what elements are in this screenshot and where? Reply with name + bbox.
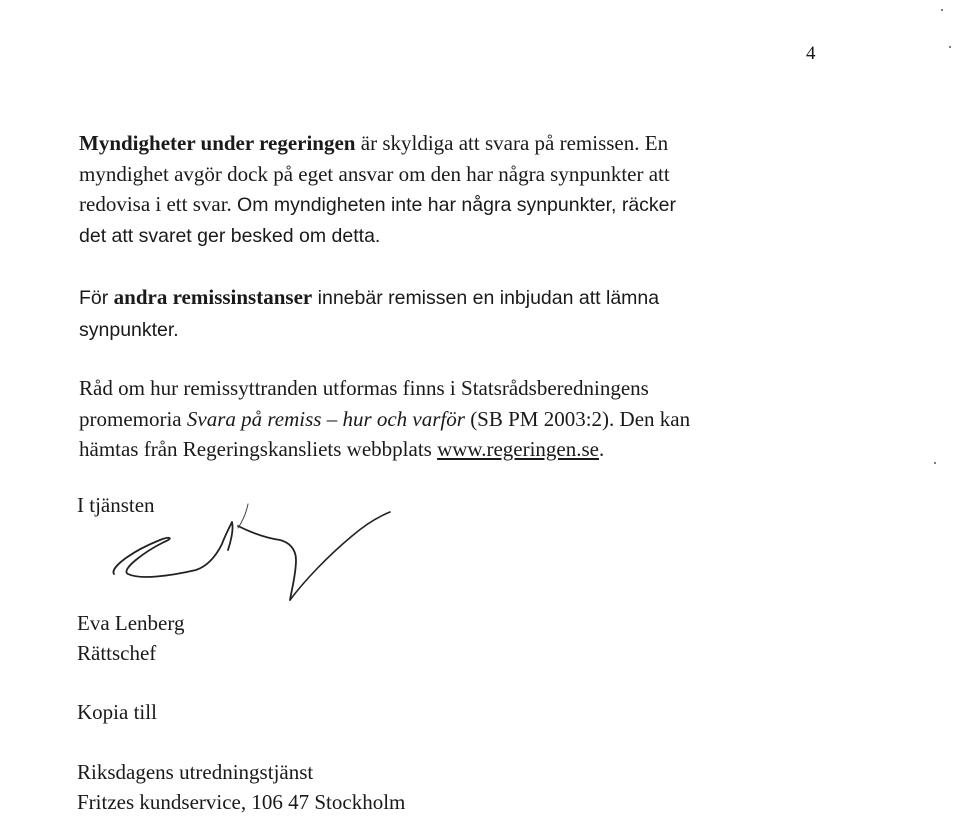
text-run: hämtas från Regeringskansliets webbplats xyxy=(79,437,438,461)
paragraph-obligation xyxy=(79,128,676,251)
paragraph-line xyxy=(79,434,690,465)
paragraph-guidance xyxy=(79,373,690,465)
recipient-list xyxy=(77,757,405,817)
copy-label: Kopia till xyxy=(77,700,157,724)
paragraph-line xyxy=(79,128,676,159)
text-run: . xyxy=(599,437,605,461)
signer-block xyxy=(77,608,184,668)
paragraph-line xyxy=(79,221,676,252)
text-run: Om myndigheten inte har några synpunkter, räcker xyxy=(237,194,677,216)
signer-name: Eva Lenberg xyxy=(77,611,185,635)
scan-speck xyxy=(949,46,951,48)
closing-text: I tjänsten xyxy=(77,493,155,517)
recipient-item: Riksdagens utredningstjänst xyxy=(77,760,314,784)
paragraph-line xyxy=(79,282,659,314)
text-run: är skyldiga att svara på remissen. En xyxy=(355,131,669,155)
text-run: promemoria xyxy=(79,406,187,431)
text-run: synpunkter. xyxy=(79,318,179,341)
text-run: För xyxy=(79,287,114,309)
text-run: (SB PM 2003:2). Den kan xyxy=(464,406,691,431)
paragraph-line: myndighet avgör dock på eget ansvar om den har några synpunkter att xyxy=(79,161,670,186)
paragraph-line xyxy=(79,189,676,221)
memo-title: Svara på remiss – hur och varför xyxy=(186,406,465,431)
paragraph-line xyxy=(79,404,690,435)
scan-speck xyxy=(941,9,943,11)
text-run: det att svaret ger besked om detta. xyxy=(79,224,381,247)
website-link[interactable]: www.regeringen.se xyxy=(437,437,599,461)
page-number: 4 xyxy=(806,43,816,64)
paragraph-line: Råd om hur remissyttranden utformas finns i Statsrådsberedningens xyxy=(79,376,649,400)
signer-title: Rättschef xyxy=(77,641,157,665)
bold-phrase-other-bodies: andra remissinstanser xyxy=(113,285,313,309)
text-run: innebär remissen en inbjudan att lämna xyxy=(312,287,660,309)
handwritten-signature xyxy=(100,500,420,610)
scan-speck xyxy=(934,462,936,464)
text-run: redovisa i ett svar. xyxy=(79,192,238,216)
bold-phrase-agencies: Myndigheter under regeringen xyxy=(79,131,356,155)
recipient-item: Fritzes kundservice, 106 47 Stockholm xyxy=(77,790,406,814)
paragraph-other-bodies xyxy=(79,282,659,345)
paragraph-line xyxy=(79,314,659,346)
